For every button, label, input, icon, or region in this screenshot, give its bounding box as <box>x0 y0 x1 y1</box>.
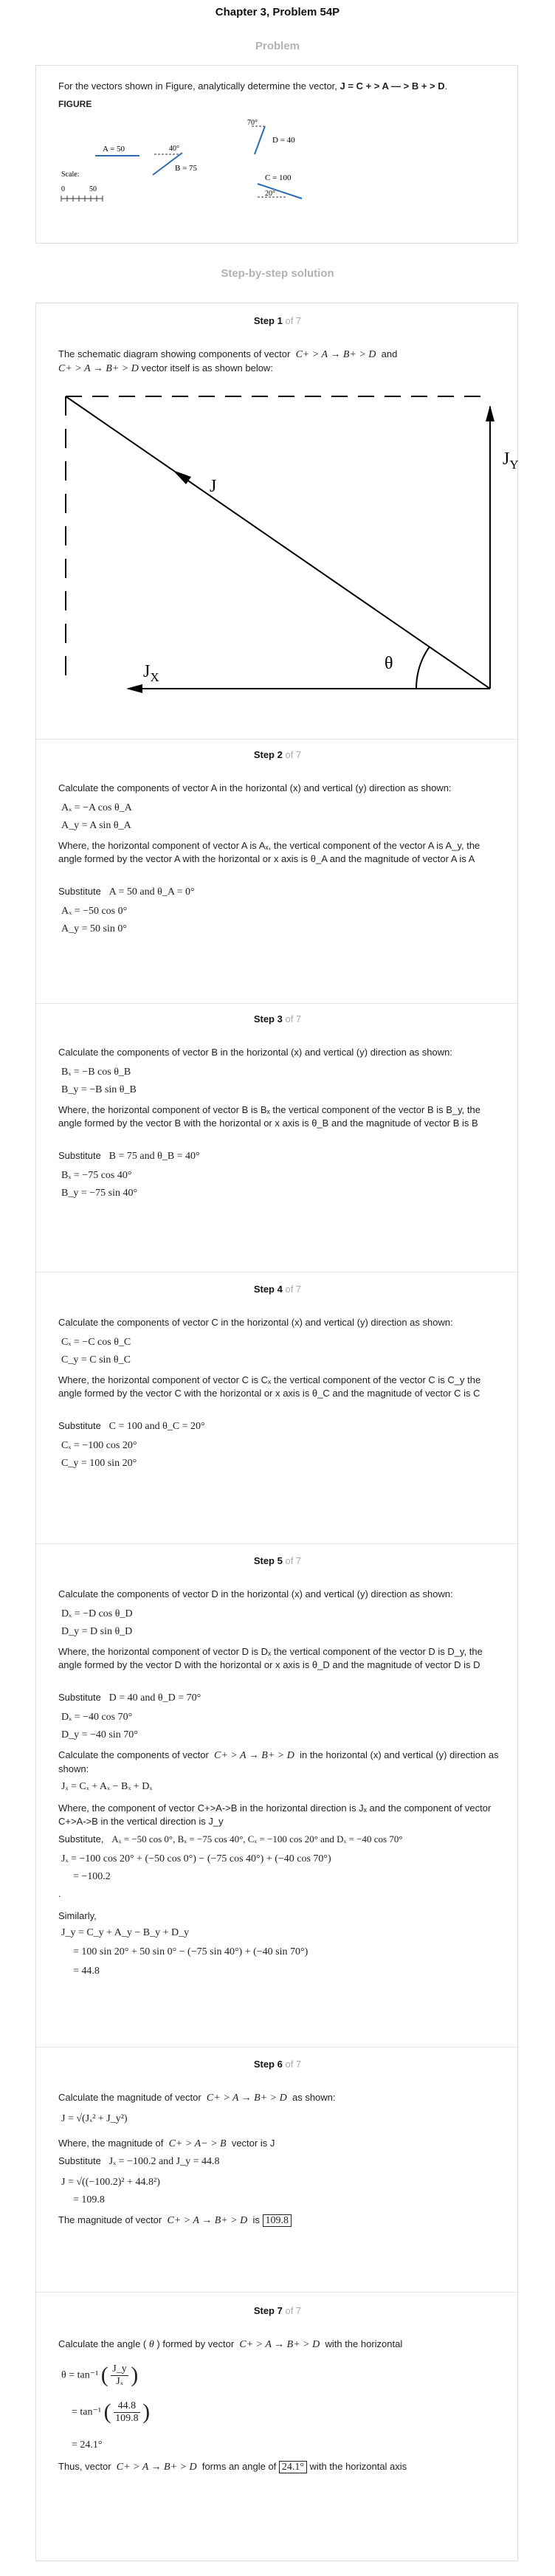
step-6-calc: J = √((−100.2)² + 44.8²) <box>61 2177 160 2188</box>
step-5-jx-eq: Jₓ = Cₓ + Aₓ − Bₓ + Dₓ <box>61 1781 153 1792</box>
step-6-where: Where, the magnitude of C+ > A− > B vector is J <box>58 2138 275 2149</box>
page-title: Chapter 3, Problem 54P <box>215 6 340 18</box>
problem-section-label: Problem <box>255 40 300 52</box>
step-5-eq1: Dₓ = −D cos θ_D <box>61 1608 133 1619</box>
step-3-intro: Calculate the components of vector B in the horizontal (x) and vertical (y) direction as shown: <box>58 1047 452 1058</box>
step-2-result1: Aₓ = −50 cos 0° <box>61 906 128 917</box>
step-2-eq2: A_y = A sin θ_A <box>61 820 131 831</box>
step-5-substitute2: Substitute, Aₓ = −50 cos 0°, Bₓ = −75 cos 40°, Cₓ = −100 cos 20° and Dₓ = −40 cos 70° <box>58 1833 403 1845</box>
step-7-eq1: θ = tan⁻¹ ( $\frac{J\_y}{\text{Jₓ}}$ ) <box>61 2363 139 2387</box>
problem-card <box>35 65 518 244</box>
step-4-where: Where, the horizontal component of vector C is Cₓ the vertical component of the vector C is C_y the angle formed by the vector C with the horizontal or x axis is θ_C and the magnitude of vector C is C <box>58 1374 481 1399</box>
step-4-eq2: C_y = C sin θ_C <box>61 1354 131 1366</box>
step-6-conclusion: The magnitude of vector C+ > A → B+ > D is 109.8 <box>58 2214 501 2228</box>
step-5-jy-sub: = 100 sin 20° + 50 sin 0° − (−75 sin 40°) + (−40 sin 70°) <box>73 1946 308 1957</box>
step-2-substitute: Substitute A = 50 and θ_A = 0° <box>58 886 195 898</box>
step-5-dot: . <box>58 1888 61 1899</box>
step-5-result1: Dₓ = −40 cos 70° <box>61 1712 133 1723</box>
fig-vector-d <box>255 126 265 154</box>
step-3-eq2: B_y = −B sin θ_B <box>61 1084 137 1095</box>
diagram-jx-arrowhead <box>126 684 142 693</box>
step-5-where2: Where, the component of vector C+>A->B in the horizontal direction is Jₓ and the component of vector C+>A->B in the vertical direction is J_y <box>58 1802 492 1827</box>
step-5-result2: D_y = −40 sin 70° <box>61 1729 138 1740</box>
step-4-intro: Calculate the components of vector C in the horizontal (x) and vertical (y) direction as shown: <box>58 1317 453 1328</box>
step-1-header: Step 1 of 7 <box>253 315 302 326</box>
fig-vector-c <box>258 184 302 199</box>
step-3-eq1: Bₓ = −B cos θ_B <box>61 1067 131 1078</box>
step-5-similarly: Similarly, <box>58 1910 97 1921</box>
step-5-substitute: Substitute D = 40 and θ_D = 70° <box>58 1692 201 1704</box>
fig-b-label: B = 75 <box>175 164 198 173</box>
step-5-jy-eq: J_y = C_y + A_y − B_y + D_y <box>61 1927 190 1938</box>
step-3-substitute: Substitute B = 75 and θ_B = 40° <box>58 1150 200 1162</box>
solution-section-label: Step-by-step solution <box>221 267 334 280</box>
fig-c-angle: 20° <box>265 190 275 198</box>
step-7-conclusion: Thus, vector C+ > A → B+ > D forms an angle of 24.1° with the horizontal axis <box>58 2461 407 2473</box>
diagram-jy-arrowhead <box>486 405 494 421</box>
step-2-where: Where, the horizontal component of vector A is Aₓ, the vertical component of the vector A is A_y, the angle formed by the vector A with the horizontal or x axis is θ_A and the magnitude of vector A is A <box>58 840 480 864</box>
fig-a-label: A = 50 <box>103 145 125 154</box>
fig-d-label: D = 40 <box>272 136 295 145</box>
step-7-eq2: = tan⁻¹ ( $\frac{44.8}{109.8}$ ) <box>72 2400 151 2424</box>
step-2-header: Step 2 of 7 <box>253 749 302 760</box>
step-6-answer-box: 109.8 <box>263 2214 292 2227</box>
step-7-header: Step 7 of 7 <box>253 2305 302 2316</box>
step-2-intro: Calculate the components of vector A in the horizontal (x) and vertical (y) direction as shown: <box>58 782 452 793</box>
fig-d-angle: 70° <box>247 119 258 127</box>
fig-scale-0: 0 <box>61 185 65 193</box>
step-6-substitute: Substitute Jₓ = −100.2 and J_y = 44.8 <box>58 2155 220 2167</box>
step-6-result: = 109.8 <box>73 2194 105 2205</box>
fig-scale-label: Scale: <box>61 171 80 179</box>
step-7-answer-box: 24.1° <box>279 2461 307 2473</box>
step-4-header: Step 4 of 7 <box>253 1284 302 1295</box>
step-1-text: The schematic diagram showing components of vector C+ > A → B+ > D and C+ > A → B+ > D vector itself is as shown below: <box>58 348 398 374</box>
figure-label: FIGURE <box>58 99 92 109</box>
step-7-result: = 24.1° <box>72 2439 103 2451</box>
step-3-result1: Bₓ = −75 cos 40° <box>61 1170 132 1181</box>
diagram-j-arrowhead <box>173 470 191 484</box>
problem-figure <box>51 117 346 235</box>
fig-b-angle: 40° <box>169 145 179 153</box>
step-7-intro: Calculate the angle ( θ ) formed by vector C+ > A → B+ > D with the horizontal <box>58 2338 403 2350</box>
step-3-result2: B_y = −75 sin 40° <box>61 1188 138 1199</box>
step-6-eq: J = √(Jₓ² + J_y²) <box>61 2113 128 2124</box>
step-2-result2: A_y = 50 sin 0° <box>61 923 127 934</box>
step-6-intro: Calculate the magnitude of vector C+ > A → B+ > D as shown: <box>58 2092 336 2104</box>
diagram-label-j: J <box>210 477 217 496</box>
step-4-result2: C_y = 100 sin 20° <box>61 1458 137 1469</box>
step-5-jy-result: = 44.8 <box>73 1966 100 1977</box>
problem-statement: For the vectors shown in Figure, analytically determine the vector, J = C + > A — > B + > D. <box>58 80 448 92</box>
fig-c-label: C = 100 <box>265 173 292 182</box>
diagram-label-jx: $J_X$ <box>143 662 159 684</box>
step-1-diagram <box>58 385 519 709</box>
step-3-header: Step 3 of 7 <box>253 1013 302 1024</box>
step-5-intro: Calculate the components of vector D in the horizontal (x) and vertical (y) direction as shown: <box>58 1588 453 1599</box>
step-4-eq1: Cₓ = −C cos θ_C <box>61 1337 131 1348</box>
step-2-eq1: Aₓ = −A cos θ_A <box>61 802 132 813</box>
step-5-header: Step 5 of 7 <box>253 1555 302 1566</box>
diagram-label-theta: θ <box>385 654 393 673</box>
diagram-theta-arc <box>416 647 430 689</box>
diagram-label-jy: $J_Y$ <box>503 450 519 472</box>
diagram-vector-j <box>66 396 490 689</box>
step-4-result1: Cₓ = −100 cos 20° <box>61 1440 137 1451</box>
fig-scale-50: 50 <box>89 185 97 193</box>
step-5-jx-result: = −100.2 <box>73 1871 111 1882</box>
step-4-substitute: Substitute C = 100 and θ_C = 20° <box>58 1420 205 1432</box>
step-3-where: Where, the horizontal component of vector B is Bₓ the vertical component of the vector B is B_y, the angle formed by the vector B with the horizontal or x axis is θ_B and the magnitude of vector B is B <box>58 1104 480 1129</box>
solution-card <box>35 303 518 2561</box>
step-5-eq2: D_y = D sin θ_D <box>61 1626 133 1637</box>
step-6-header: Step 6 of 7 <box>253 2059 302 2070</box>
step-5-where: Where, the horizontal component of vector D is Dₓ the vertical component of the vector D is D_y, the angle formed by the vector D with the horizontal or x axis is θ_D and the magnitude of vector D is D <box>58 1646 483 1670</box>
step-5-jx-sub: Jₓ = −100 cos 20° + (−50 cos 0°) − (−75 cos 40°) + (−40 cos 70°) <box>61 1853 331 1864</box>
step-5-calc-intro: Calculate the components of vector C+ > A → B+ > D in the horizontal (x) and vertical (y) direction as shown: <box>58 1749 499 1774</box>
